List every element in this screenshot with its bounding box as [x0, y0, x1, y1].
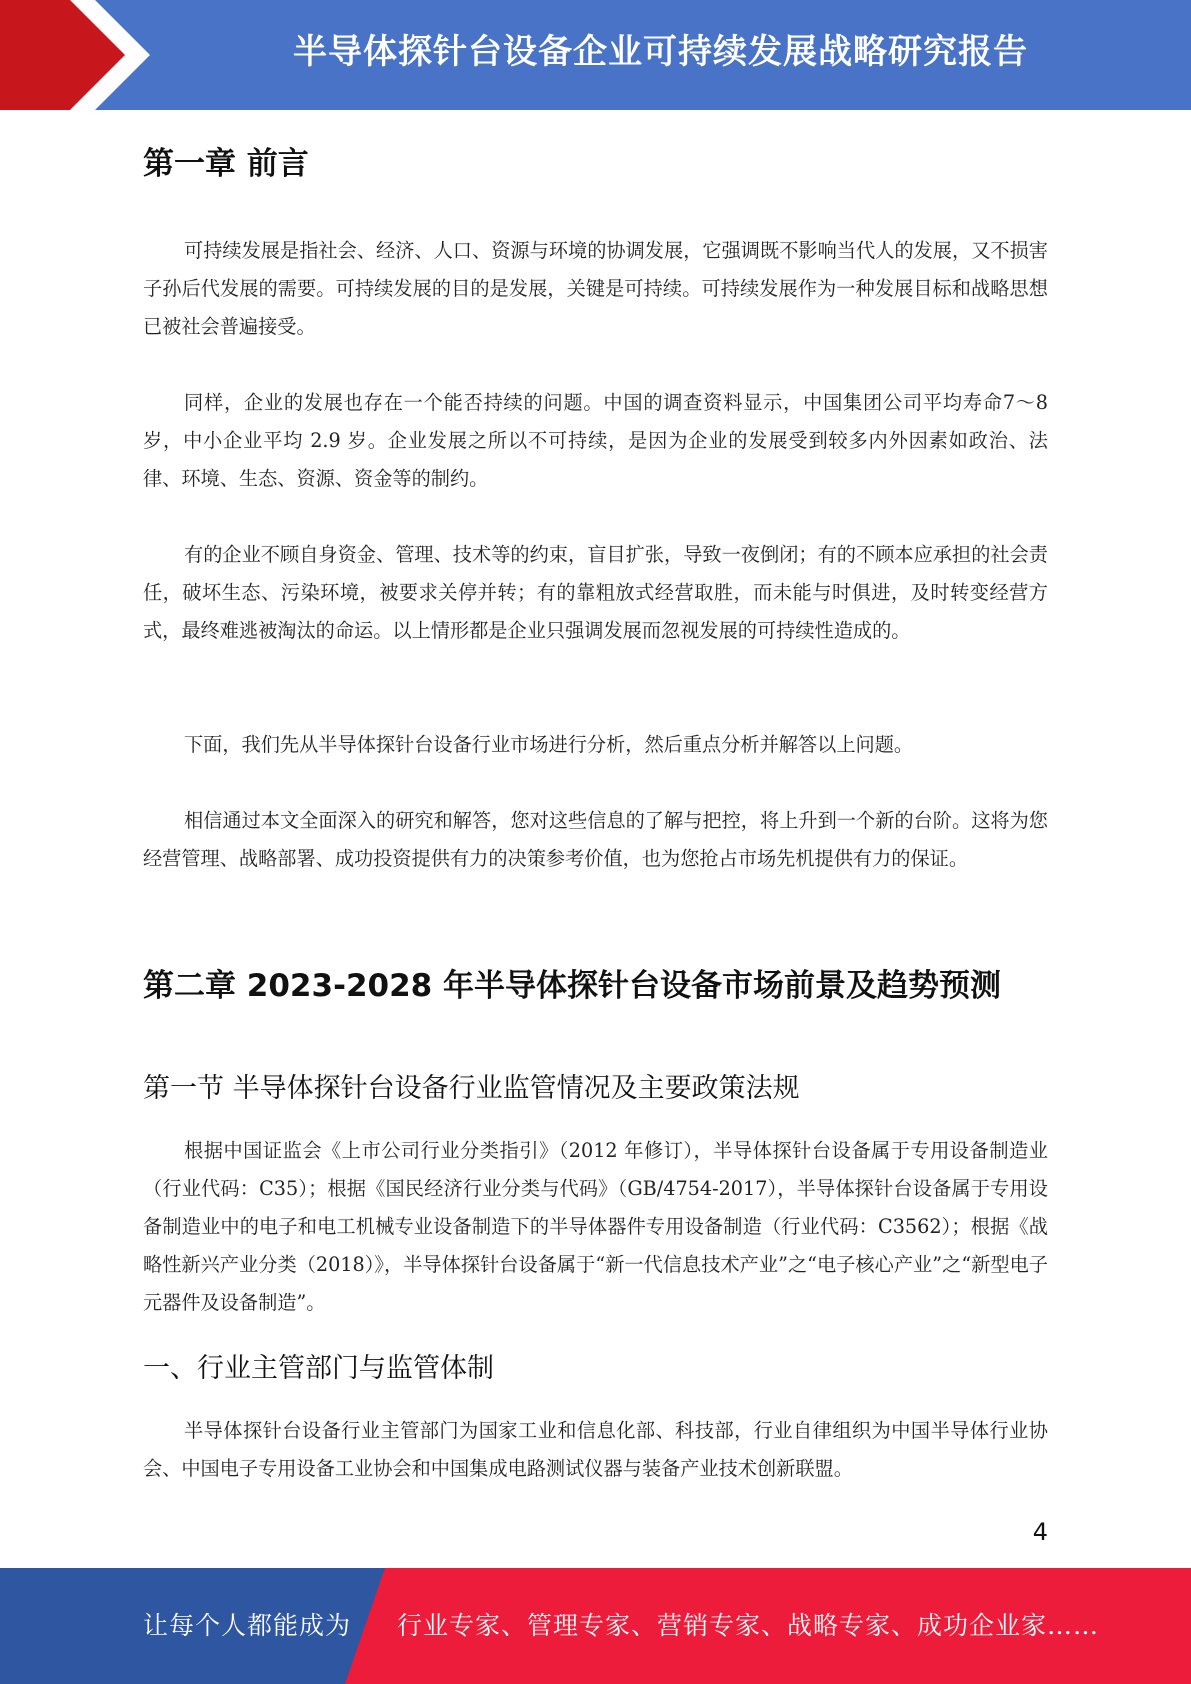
header-banner	[0, 0, 1191, 110]
paragraph: 半导体探针台设备行业主管部门为国家工业和信息化部、科技部，行业自律组织为中国半导体行业协会、中国电子专用设备工业协会和中国集成电路测试仪器与装备产业技术创新联盟。	[143, 1419, 1048, 1480]
chapter-1-heading: 第一章 前言	[143, 146, 309, 182]
paragraph: 根据中国证监会《上市公司行业分类指引》（2012 年修订），半导体探针台设备属于专用设备制造业（行业代码：C35）；根据《国民经济行业分类与代码》（GB/4754-2017），半导体探针台设备属于专用设备制造业中的电子和电工机械专业设备制造下的半导体器件专用设备制造（行业代码：C3562）；根据《战略性新兴产业分类（2018）》，半导体探针台设备属于“新一代信息技术产业”之“电子核心产业”之“新型电子元器件及设备制造”。	[143, 1139, 1048, 1314]
paragraph: 相信通过本文全面深入的研究和解答，您对这些信息的了解与把控，将上升到一个新的台阶。这将为您经营管理、战略部署、成功投资提供有力的决策参考价值，也为您抢占市场先机提供有力的保证。	[143, 809, 1048, 870]
chapter-2-heading: 第二章 2023-2028 年半导体探针台设备市场前景及趋势预测	[143, 968, 1002, 1004]
report-title: 半导体探针台设备企业可持续发展战略研究报告	[293, 32, 1028, 72]
subsection-1-heading: 一、行业主管部门与监管体制	[143, 1353, 494, 1384]
paragraph: 同样，企业的发展也存在一个能否持续的问题。中国的调查资料显示，中国集团公司平均寿命7～8 岁，中小企业平均 2.9 岁。企业发展之所以不可持续，是因为企业的发展受到较多内外因素如政治、法律、环境、生态、资源、资金等的制约。	[143, 391, 1048, 490]
paragraph: 下面，我们先从半导体探针台设备行业市场进行分析，然后重点分析并解答以上问题。	[184, 733, 914, 756]
section-1-heading: 第一节 半导体探针台设备行业监管情况及主要政策法规	[143, 1073, 800, 1104]
page-number: 4	[1032, 1518, 1048, 1546]
paragraph: 可持续发展是指社会、经济、人口、资源与环境的协调发展，它强调既不影响当代人的发展，又不损害子孙后代发展的需要。可持续发展的目的是发展，关键是可持续。可持续发展作为一种发展目标和战略思想已被社会普遍接受。	[143, 239, 1048, 338]
paragraph: 有的企业不顾自身资金、管理、技术等的约束，盲目扩张，导致一夜倒闭；有的不顾本应承担的社会责任，破坏生态、污染环境，被要求关停并转；有的靠粗放式经营取胜，而未能与时俱进，及时转变经营方式，最终难逃被淘汰的命运。以上情形都是企业只强调发展而忽视发展的可持续性造成的。	[143, 543, 1048, 642]
footer-slogan-right: 行业专家、管理专家、营销专家、战略专家、成功企业家……	[397, 1611, 1100, 1640]
arrow-icon	[0, 0, 170, 110]
footer-slogan-left: 让每个人都能成为	[143, 1611, 352, 1640]
footer-banner	[0, 1568, 1191, 1684]
